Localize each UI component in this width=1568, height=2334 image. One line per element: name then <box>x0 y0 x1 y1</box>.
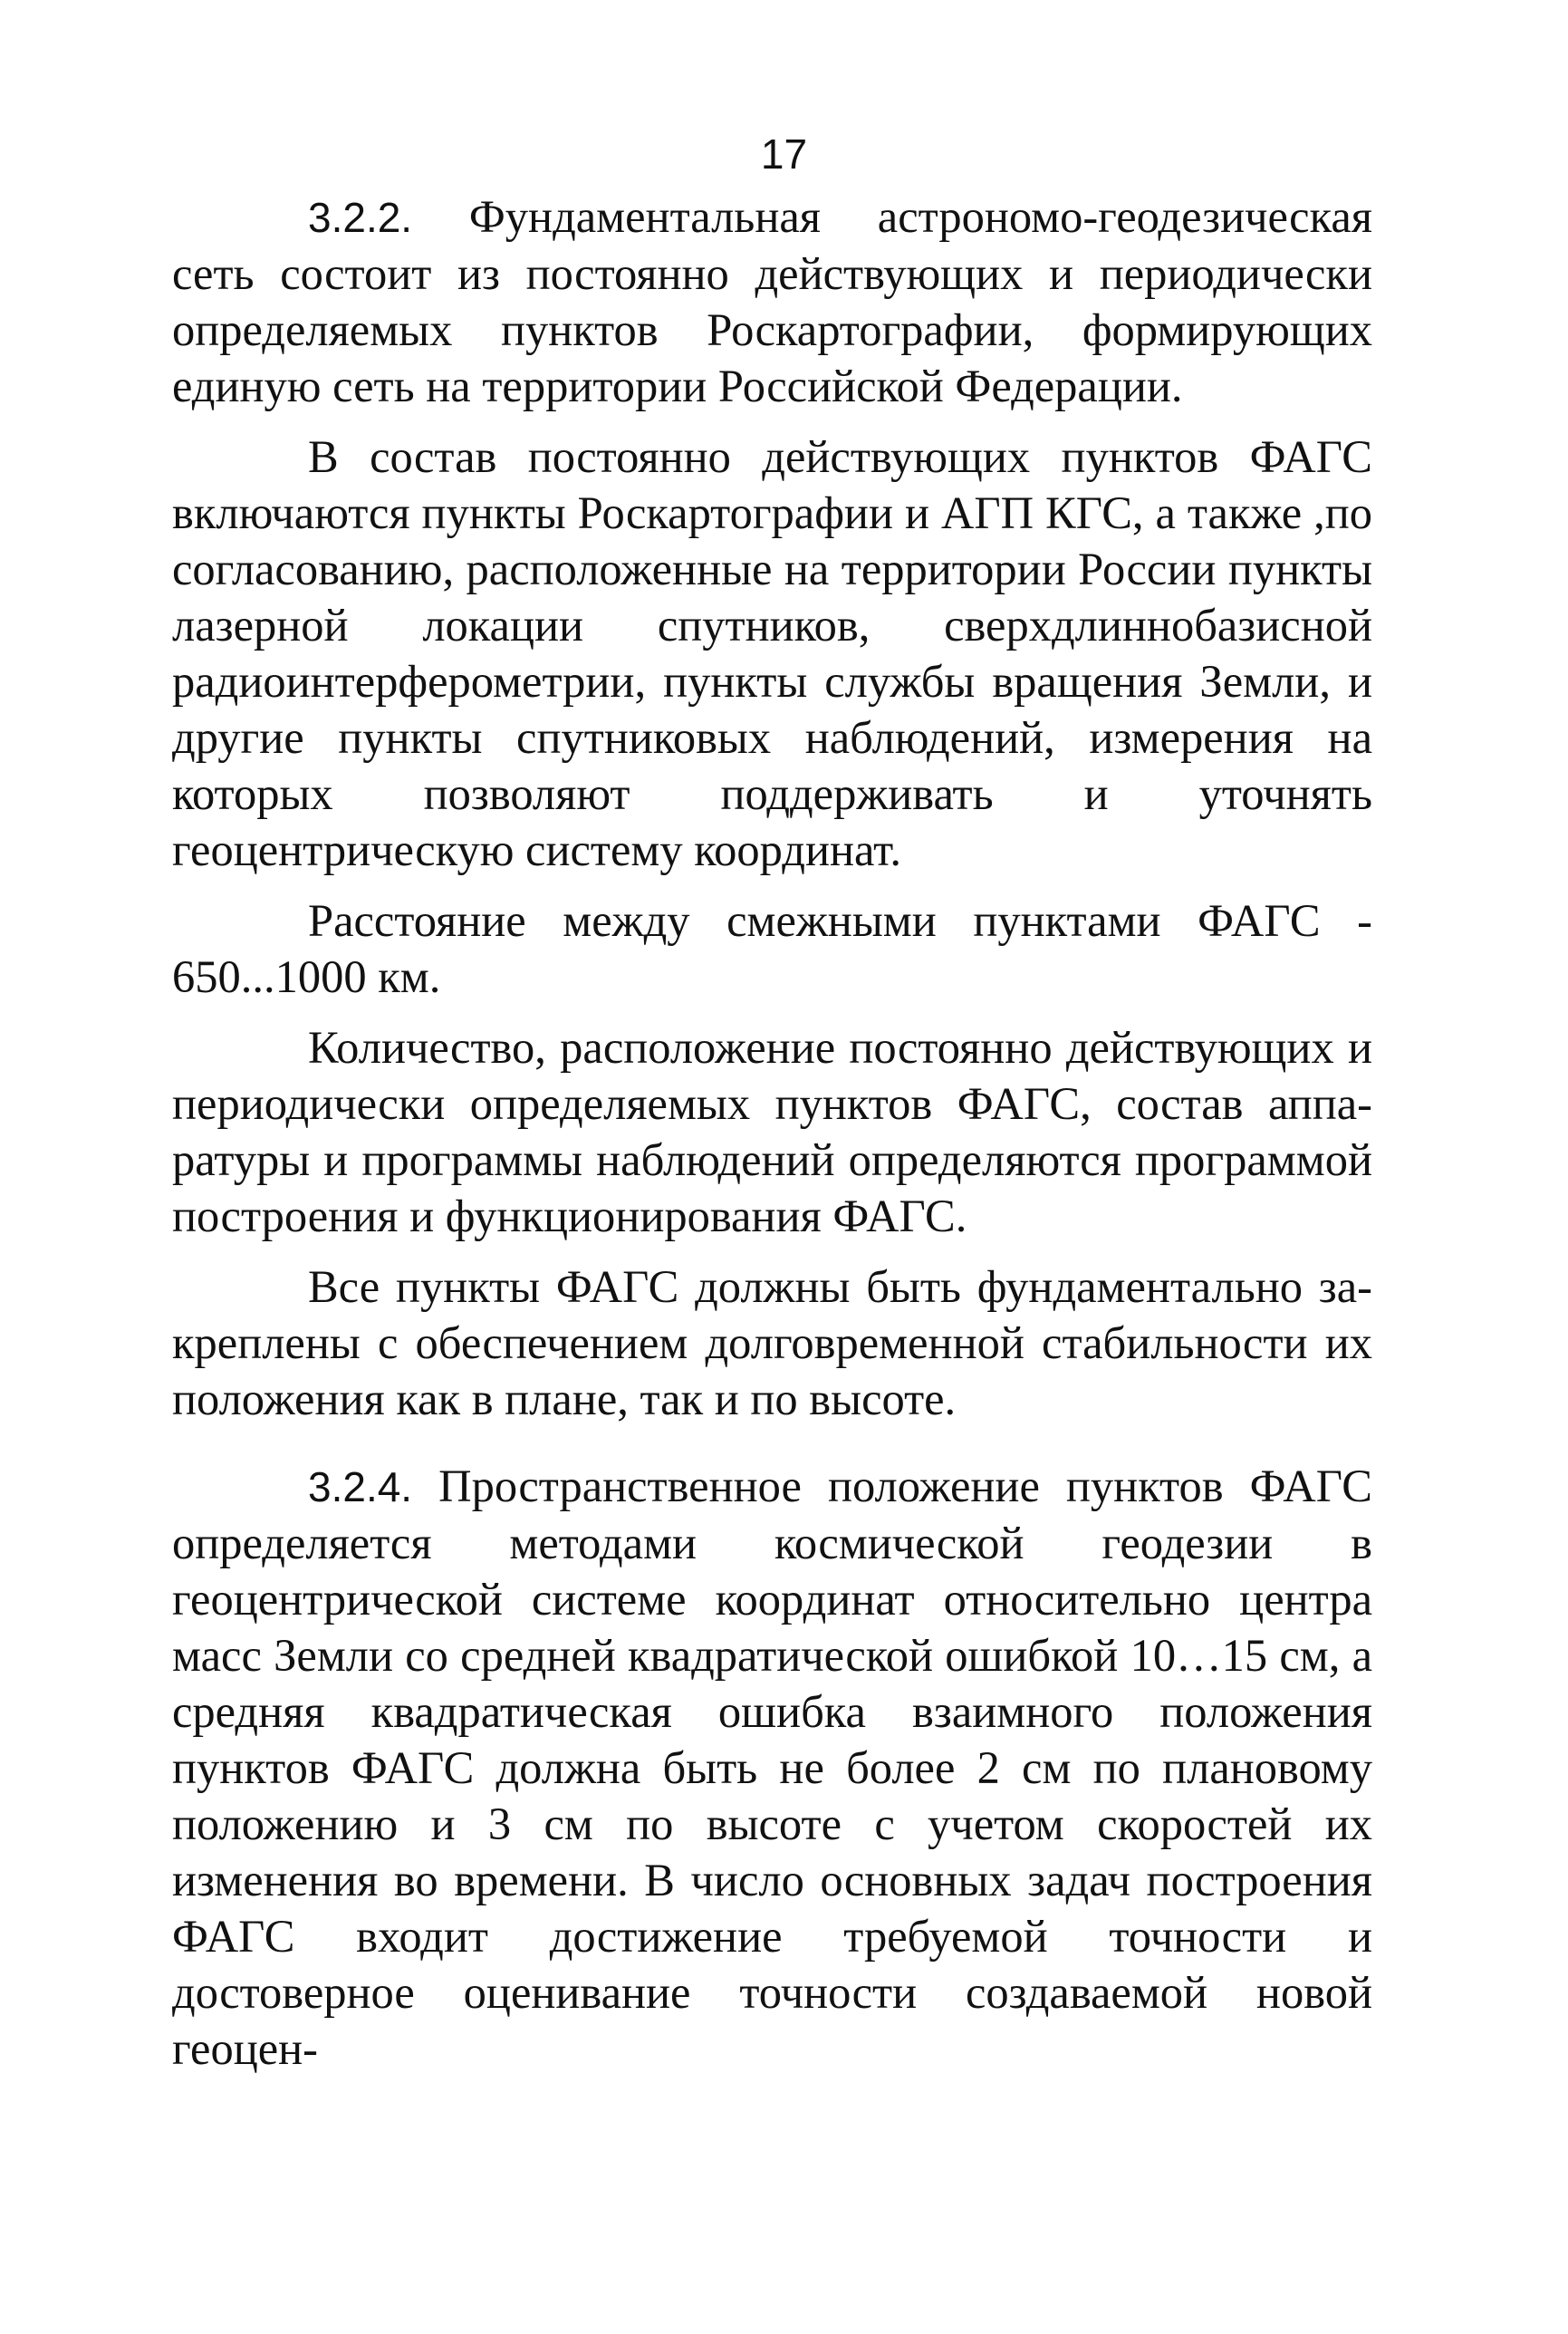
paragraph-distance <box>172 892 1372 1005</box>
paragraph-3-2-4 <box>172 1458 1372 2077</box>
paragraph-text: В состав постоянно действующих пунктов ФАГС включаются пункты Роскартографии и АГП КГС, а также ,по согласованию, расположенные на территории России пункты лазерной локации спутников, сверхдлиннобазисной радиоинтерферометрии, пункты службы вращения Земли, и другие пункты спутниковых наблюдений, измерения на которых позволяют поддерживать и уточнять геоцентрическую систему координат. <box>172 431 1372 875</box>
section-number: 3.2.2. <box>308 194 413 241</box>
paragraph-text: Пространственное положение пунктов ФАГС определяется методами космической геодезии в геоцентрической системе координат относительно центра масс Земли со средней квадратической ошибкой 10…15 см, а средняя квадратическая ошибка взаимного положения пунктов ФАГС должна быть не более 2 см по плановому положению и 3 см по высоте с учетом скоростей их изменения во времени. В число основных задач построения ФАГС входит достижение требуемой точности и достоверное оценивание точности создаваемой новой геоцен- <box>172 1461 1372 2074</box>
paragraph-text: Все пункты ФАГС должны быть фундаментально закреплены с обеспечением долговременной стабильности их положения как в плане, так и по высоте. <box>172 1261 1372 1424</box>
paragraph-text: Количество, расположение постоянно действующих и периодически определяемых пунктов ФАГС, состав аппаратуры и программы наблюдений определяются программой построения и функционирования ФАГС. <box>172 1022 1372 1241</box>
body-text <box>172 188 1372 2077</box>
paragraph-fags-composition <box>172 429 1372 878</box>
page-number: 17 <box>760 130 808 178</box>
section-number: 3.2.4. <box>308 1463 413 1510</box>
paragraph-text: Фундаментальная астрономо-геодезическая сеть состоит из постоянно действующих и периодически определяемых пунктов Роскартографии, формирующих единую сеть на территории Российской Федерации. <box>172 191 1373 411</box>
paragraph-3-2-2 <box>172 188 1372 414</box>
paragraph-text: Расстояние между смежными пунктами ФАГС - 650...1000 км. <box>172 895 1372 1002</box>
paragraph-monumentation <box>172 1259 1372 1427</box>
paragraph-quantity <box>172 1019 1372 1244</box>
